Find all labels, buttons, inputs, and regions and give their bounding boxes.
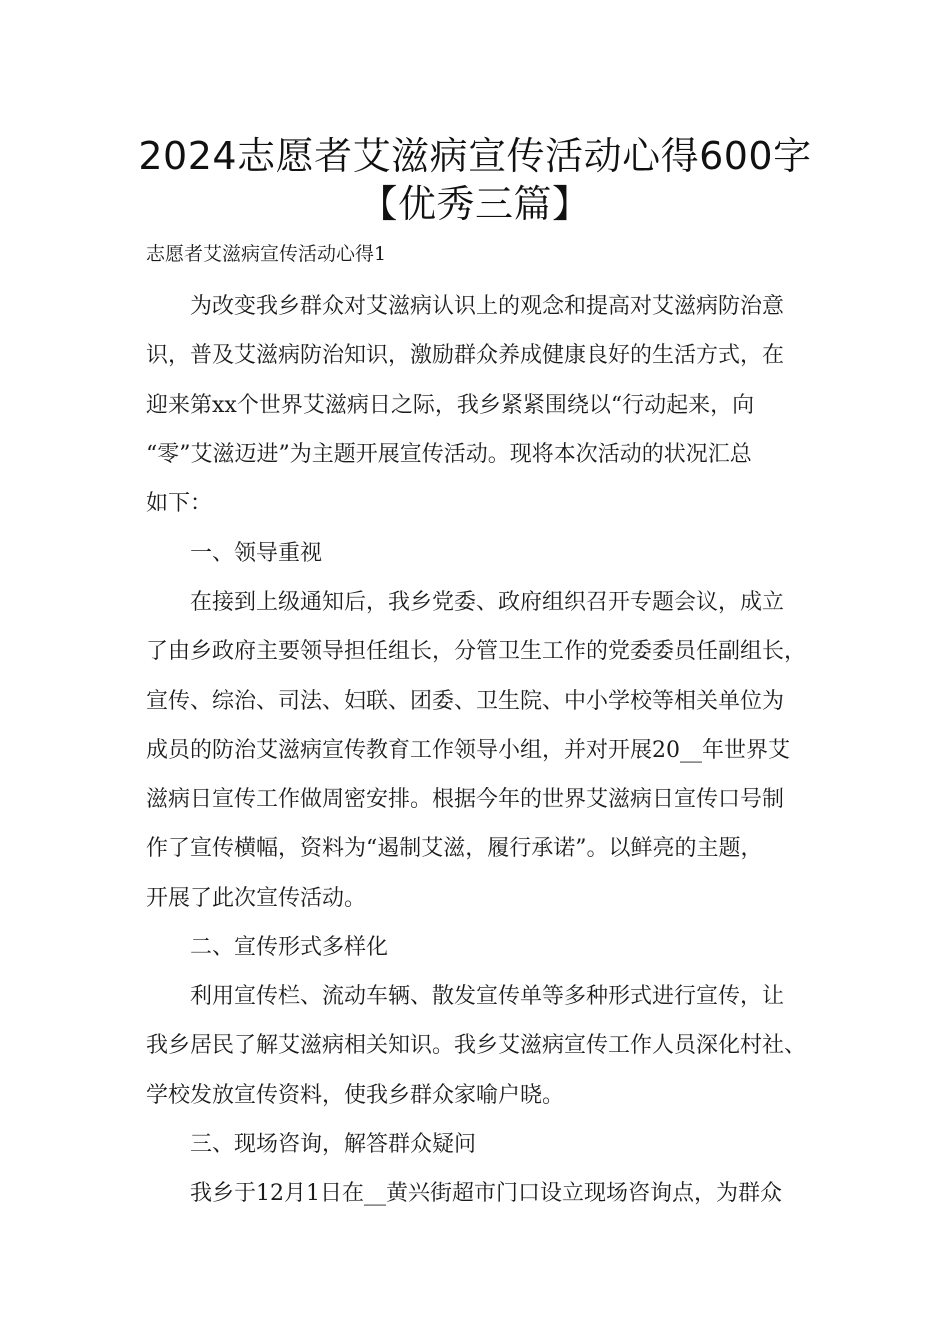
- paragraph-line: 学校发放宣传资料，使我乡群众家喻户晓。: [146, 1082, 565, 1108]
- section-subtitle: 志愿者艾滋病宣传活动心得1: [146, 243, 387, 265]
- paragraph-line: 如下：: [146, 491, 213, 517]
- paragraph-line: 我乡于12月1日在__黄兴街超市门口设立现场咨询点，为群众: [146, 1181, 782, 1206]
- paragraph-line: 在接到上级通知后，我乡党委、政府组织召开专题会议，成立: [146, 590, 785, 615]
- paragraph-line: 滋病日宣传工作做周密安排。根据今年的世界艾滋病日宣传口号制: [146, 787, 785, 813]
- paragraph-line: 为改变我乡群众对艾滋病认识上的观念和提高对艾滋病防治意: [146, 294, 785, 319]
- paragraph-line: 开展了此次宣传活动。: [146, 885, 367, 911]
- paragraph-line: 利用宣传栏、流动车辆、散发宣传单等多种形式进行宣传，让: [146, 984, 785, 1009]
- paragraph-leadership: [146, 578, 811, 923]
- paragraph-publicity-forms: [146, 972, 811, 1120]
- document-title-line-1: 2024志愿者艾滋病宣传活动心得600字: [138, 134, 812, 178]
- paragraph-line: 了由乡政府主要领导担任组长，分管卫生工作的党委委员任副组长，: [146, 639, 807, 665]
- paragraph-line: 我乡居民了解艾滋病相关知识。我乡艾滋病宣传工作人员深化村社、: [146, 1033, 807, 1059]
- heading-leadership: 一、领导重视: [190, 541, 323, 566]
- paragraph-onsite-consultation: [146, 1169, 811, 1218]
- heading-publicity-forms: 二、宣传形式多样化: [190, 935, 389, 960]
- heading-onsite-consultation: 三、现场咨询，解答群众疑问: [190, 1132, 477, 1157]
- paragraph-intro: [146, 282, 811, 528]
- paragraph-line: 宣传、综治、司法、妇联、团委、卫生院、中小学校等相关单位为: [146, 688, 785, 714]
- paragraph-line: 迎来第xx个世界艾滋病日之际，我乡紧紧围绕以“行动起来，向: [146, 392, 755, 418]
- paragraph-line: 成员的防治艾滋病宣传教育工作领导小组，并对开展20__年世界艾: [146, 737, 790, 763]
- document-title-line-2: 【优秀三篇】: [359, 182, 591, 226]
- paragraph-line: “零”艾滋迈进”为主题开展宣传活动。现将本次活动的状况汇总: [146, 441, 752, 467]
- paragraph-line: 识，普及艾滋病防治知识，激励群众养成健康良好的生活方式，在: [146, 343, 785, 369]
- paragraph-line: 作了宣传横幅，资料为“遏制艾滋，履行承诺”。以鲜亮的主题，: [146, 836, 763, 862]
